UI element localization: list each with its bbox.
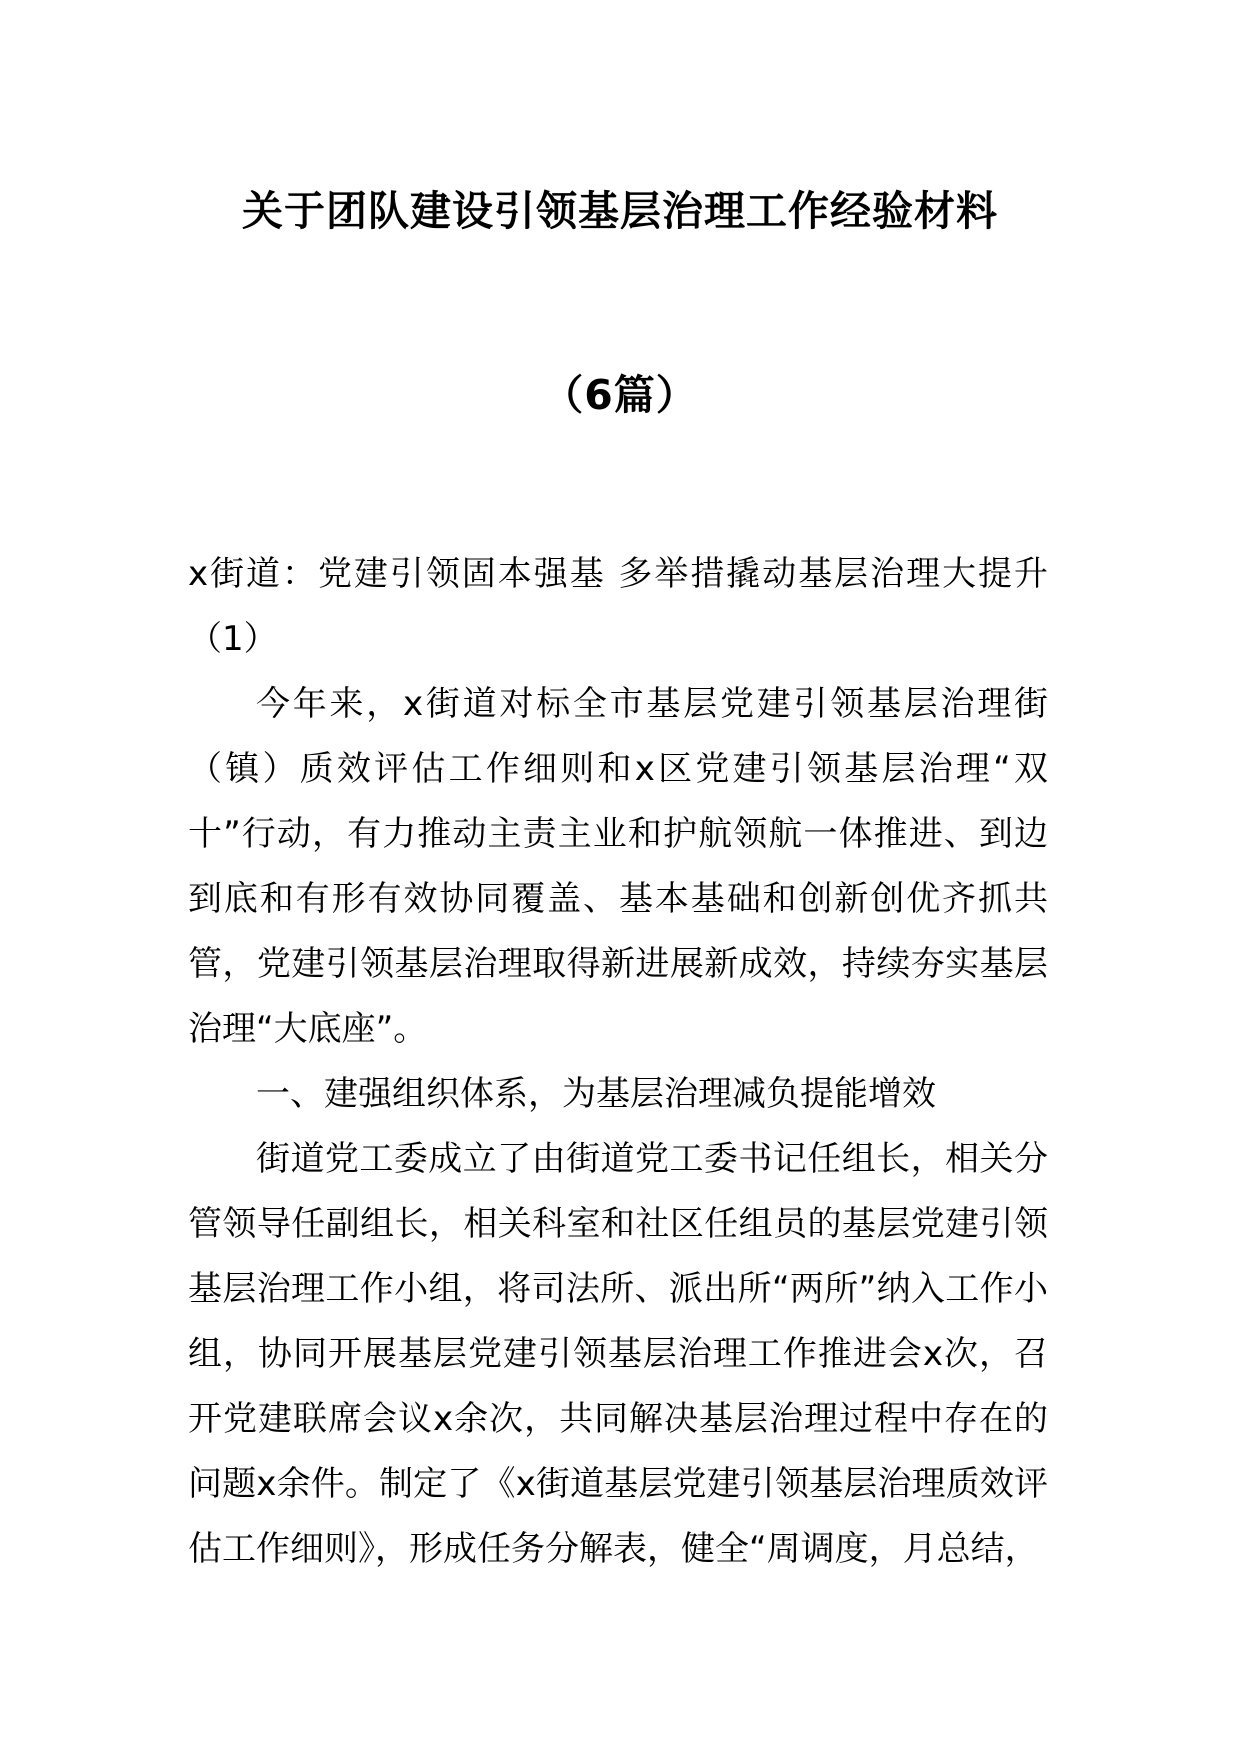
body-paragraph: 街道党工委成立了由街道党工委书记任组长，相关分管领导任副组长，相关科室和社区任组员的基层党建引领基层治理工作小组，将司法所、派出所“两所”纳入工作小组，协同开展基层党建引领基层治理工作推进会x次，召开党建联席会议x余次，共同解决基层治理过程中存在的问题x余件。制定了《x街道基层党建引领基层治理质效评估工作细则》，形成任务分解表，健全“周调度，月总结， bbox=[188, 1139, 1048, 1569]
document-body bbox=[188, 542, 1048, 1582]
document-title: 关于团队建设引领基层治理工作经验材料 bbox=[242, 187, 998, 235]
section-heading: 一、建强组织体系，为基层治理减负提能增效 bbox=[256, 1074, 936, 1114]
document-subtitle: （6篇） bbox=[542, 371, 698, 419]
body-paragraph: 今年来，x街道对标全市基层党建引领基层治理街（镇）质效评估工作细则和x区党建引领基层治理“双十”行动，有力推动主责主业和护航领航一体推进、到边到底和有形有效协同覆盖、基本基础和创新创优齐抓共管，党建引领基层治理取得新进展新成效，持续夯实基层治理“大底座”。 bbox=[188, 684, 1048, 1049]
section-heading: x街道：党建引领固本强基 多举措撬动基层治理大提升（1） bbox=[188, 554, 1048, 659]
